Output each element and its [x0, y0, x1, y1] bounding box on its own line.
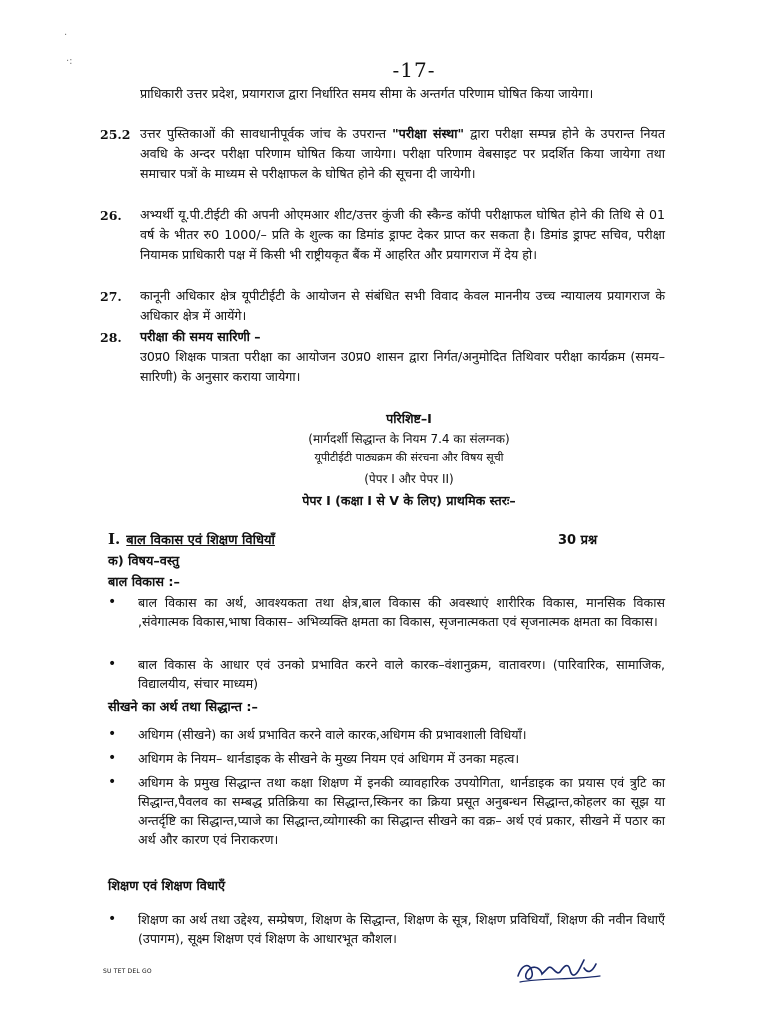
list-item: शिक्षण का अर्थ तथा उद्देश्य, सम्प्रेषण, शिक्षण के सिद्धान्त, शिक्षण के सूत्र, शिक्षण प्रविधियाँ, शिक्षण की नवीन विधाएँ (उपागम), सूक्ष्म शिक्षण एवं शिक्षण के आधारभूत कौशल।: [138, 912, 665, 946]
bullet-icon: •: [108, 594, 117, 610]
paper-1-level-heading: पेपर I (कक्षा I से V के लिए) प्राथमिक स्तरः–: [302, 493, 516, 508]
clause-25-2-lead: उत्तर पुस्तिकाओं की सावधानीपूर्वक जांच के उपरान्त: [140, 126, 393, 141]
section-title-text: बाल विकास एवं शिक्षण विधियाँ: [126, 533, 275, 548]
scan-speck: ·:: [66, 56, 73, 67]
page-number: -17-: [392, 58, 436, 82]
clause-28-heading: परीक्षा की समय सारिणी –: [140, 329, 261, 344]
bullet-icon: •: [108, 774, 117, 790]
clause-25-2-rest: द्वारा परीक्षा सम्पन्न होने के उपरान्त नियत अवधि के अन्दर परीक्षा परिणाम घोषित किया जायेगा। परीक्षा परिणाम वेबसाइट पर प्रदर्शित किया जायेगा तथा समाचार पत्रों के माध्यम से परीक्षाफल के घोषित होने की सूचना दी जायेगी।: [140, 126, 666, 181]
bullet-icon: •: [108, 911, 117, 927]
clause-number-28: 28.: [100, 330, 122, 345]
child-development-heading: बाल विकास :–: [108, 575, 180, 590]
footer-code: SU TET DEL GO: [103, 968, 152, 975]
clause-number-27: 27.: [100, 289, 122, 304]
clause-27-text: कानूनी अधिकार क्षेत्र यूपीटीईटी के आयोजन से संबंधित सभी विवाद केवल माननीय उच्च न्यायालय प्रयागराज के अधिकार क्षेत्र में आयेंगे।: [140, 288, 665, 323]
appendix-title: परिशिष्ट–I: [386, 411, 432, 426]
list-item: बाल विकास का अर्थ, आवश्यकता तथा क्षेत्र,बाल विकास की अवस्थाएं शारीरिक विकास, मानसिक विकास ,संवेगात्मक विकास,भाषा विकास– अभिव्यक्ति क्षमता का विकास, सृजनात्मकता एवं सृजनात्मक क्षमता का विकास।: [138, 595, 665, 629]
list-item: अधिगम के नियम– थार्नडाइक के सीखने के मुख्य नियम एवं अधिगम में उनका महत्व।: [138, 751, 520, 766]
scan-speck: ·: [64, 30, 68, 41]
appendix-syllabus-title: यूपीटीईटी पाठ्यक्रम की संरचना और विषय सूची: [314, 451, 504, 464]
learning-theory-heading: सीखने का अर्थ तथा सिद्धान्त :–: [108, 700, 258, 715]
section-title: [108, 530, 275, 548]
clause-number-26: 26.: [100, 208, 122, 223]
teaching-methods-heading: शिक्षण एवं शिक्षण विधाएँ: [108, 879, 226, 894]
bullet-icon: •: [108, 656, 117, 672]
clause-28-text: उ0प्र0 शिक्षक पात्रता परीक्षा का आयोजन उ0प्र0 शासन द्वारा निर्गत/अनुमोदित तिथिवार परीक्षा कार्यक्रम (समय–सारिणी) के अनुसार कराया जायेगा।: [140, 349, 665, 384]
list-item: अधिगम (सीखने) का अर्थ प्रभावित करने वाले कारक,अधिगम की प्रभावशाली विधियाँ।: [138, 727, 527, 742]
bullet-icon: •: [108, 750, 117, 766]
section-roman-numeral: I.: [108, 530, 121, 548]
clause-26-text: अभ्यर्थी यू.पी.टीईटी की अपनी ओएमआर शीट/उत्तर कुंजी की स्कैन्ड कॉपी परीक्षाफल घोषित होने की तिथि से 01 वर्ष के भीतर रु0 1000/– प्रति के शुल्क का डिमांड ड्राफ्ट देकर प्राप्त कर सकता है। डिमांड ड्राफ्ट सचिव, परीक्षा नियामक प्राधिकारी पक्ष में किसी भी राष्ट्रीयकृत बैंक में आहरित और प्रयागराज में देय हो।: [140, 207, 665, 262]
question-count: 30 प्रश्न: [558, 533, 598, 548]
continued-paragraph: प्राधिकारी उत्तर प्रदेश, प्रयागराज द्वारा निर्धारित समय सीमा के अन्तर्गत परिणाम घोषित किया जायेगा।: [140, 86, 594, 101]
bullet-icon: •: [108, 726, 117, 742]
subject-content-subheading: क) विषय–वस्तु: [108, 554, 180, 569]
appendix-subtitle: (मार्गदर्शी सिद्धान्त के नियम 7.4 का संलग्नक): [308, 432, 510, 446]
list-item: अधिगम के प्रमुख सिद्धान्त तथा कक्षा शिक्षण में इनकी व्यावहारिक उपयोगिता, थार्नडाइक का प्रयास एवं त्रुटि का सिद्धान्त,पैवलव का सम्बद्ध प्रतिक्रिया का सिद्धान्त,स्किनर का क्रिया प्रसूत अनुबन्धन सिद्धान्त,कोहलर का सूझ या अन्तर्दृष्टि का सिद्धान्त,प्याजे का सिद्धान्त,व्योगास्की का सिद्धान्त सीखने का वक्र– अर्थ एवं प्रकार, सीखने में पठार का अर्थ और कारण एवं निराकरण।: [138, 775, 665, 847]
clause-number-25-2: 25.2: [100, 127, 131, 142]
exam-body-term: "परीक्षा संस्था": [392, 126, 465, 141]
list-item: बाल विकास के आधार एवं उनको प्रभावित करने वाले कारक–वंशानुक्रम, वातावरण। (पारिवारिक, सामाजिक, विद्यालयीय, संचार माध्यम): [138, 657, 665, 691]
signature-icon: [510, 950, 610, 993]
clause-25-2-text: [140, 124, 665, 184]
appendix-papers: (पेपर I और पेपर II): [364, 472, 454, 486]
